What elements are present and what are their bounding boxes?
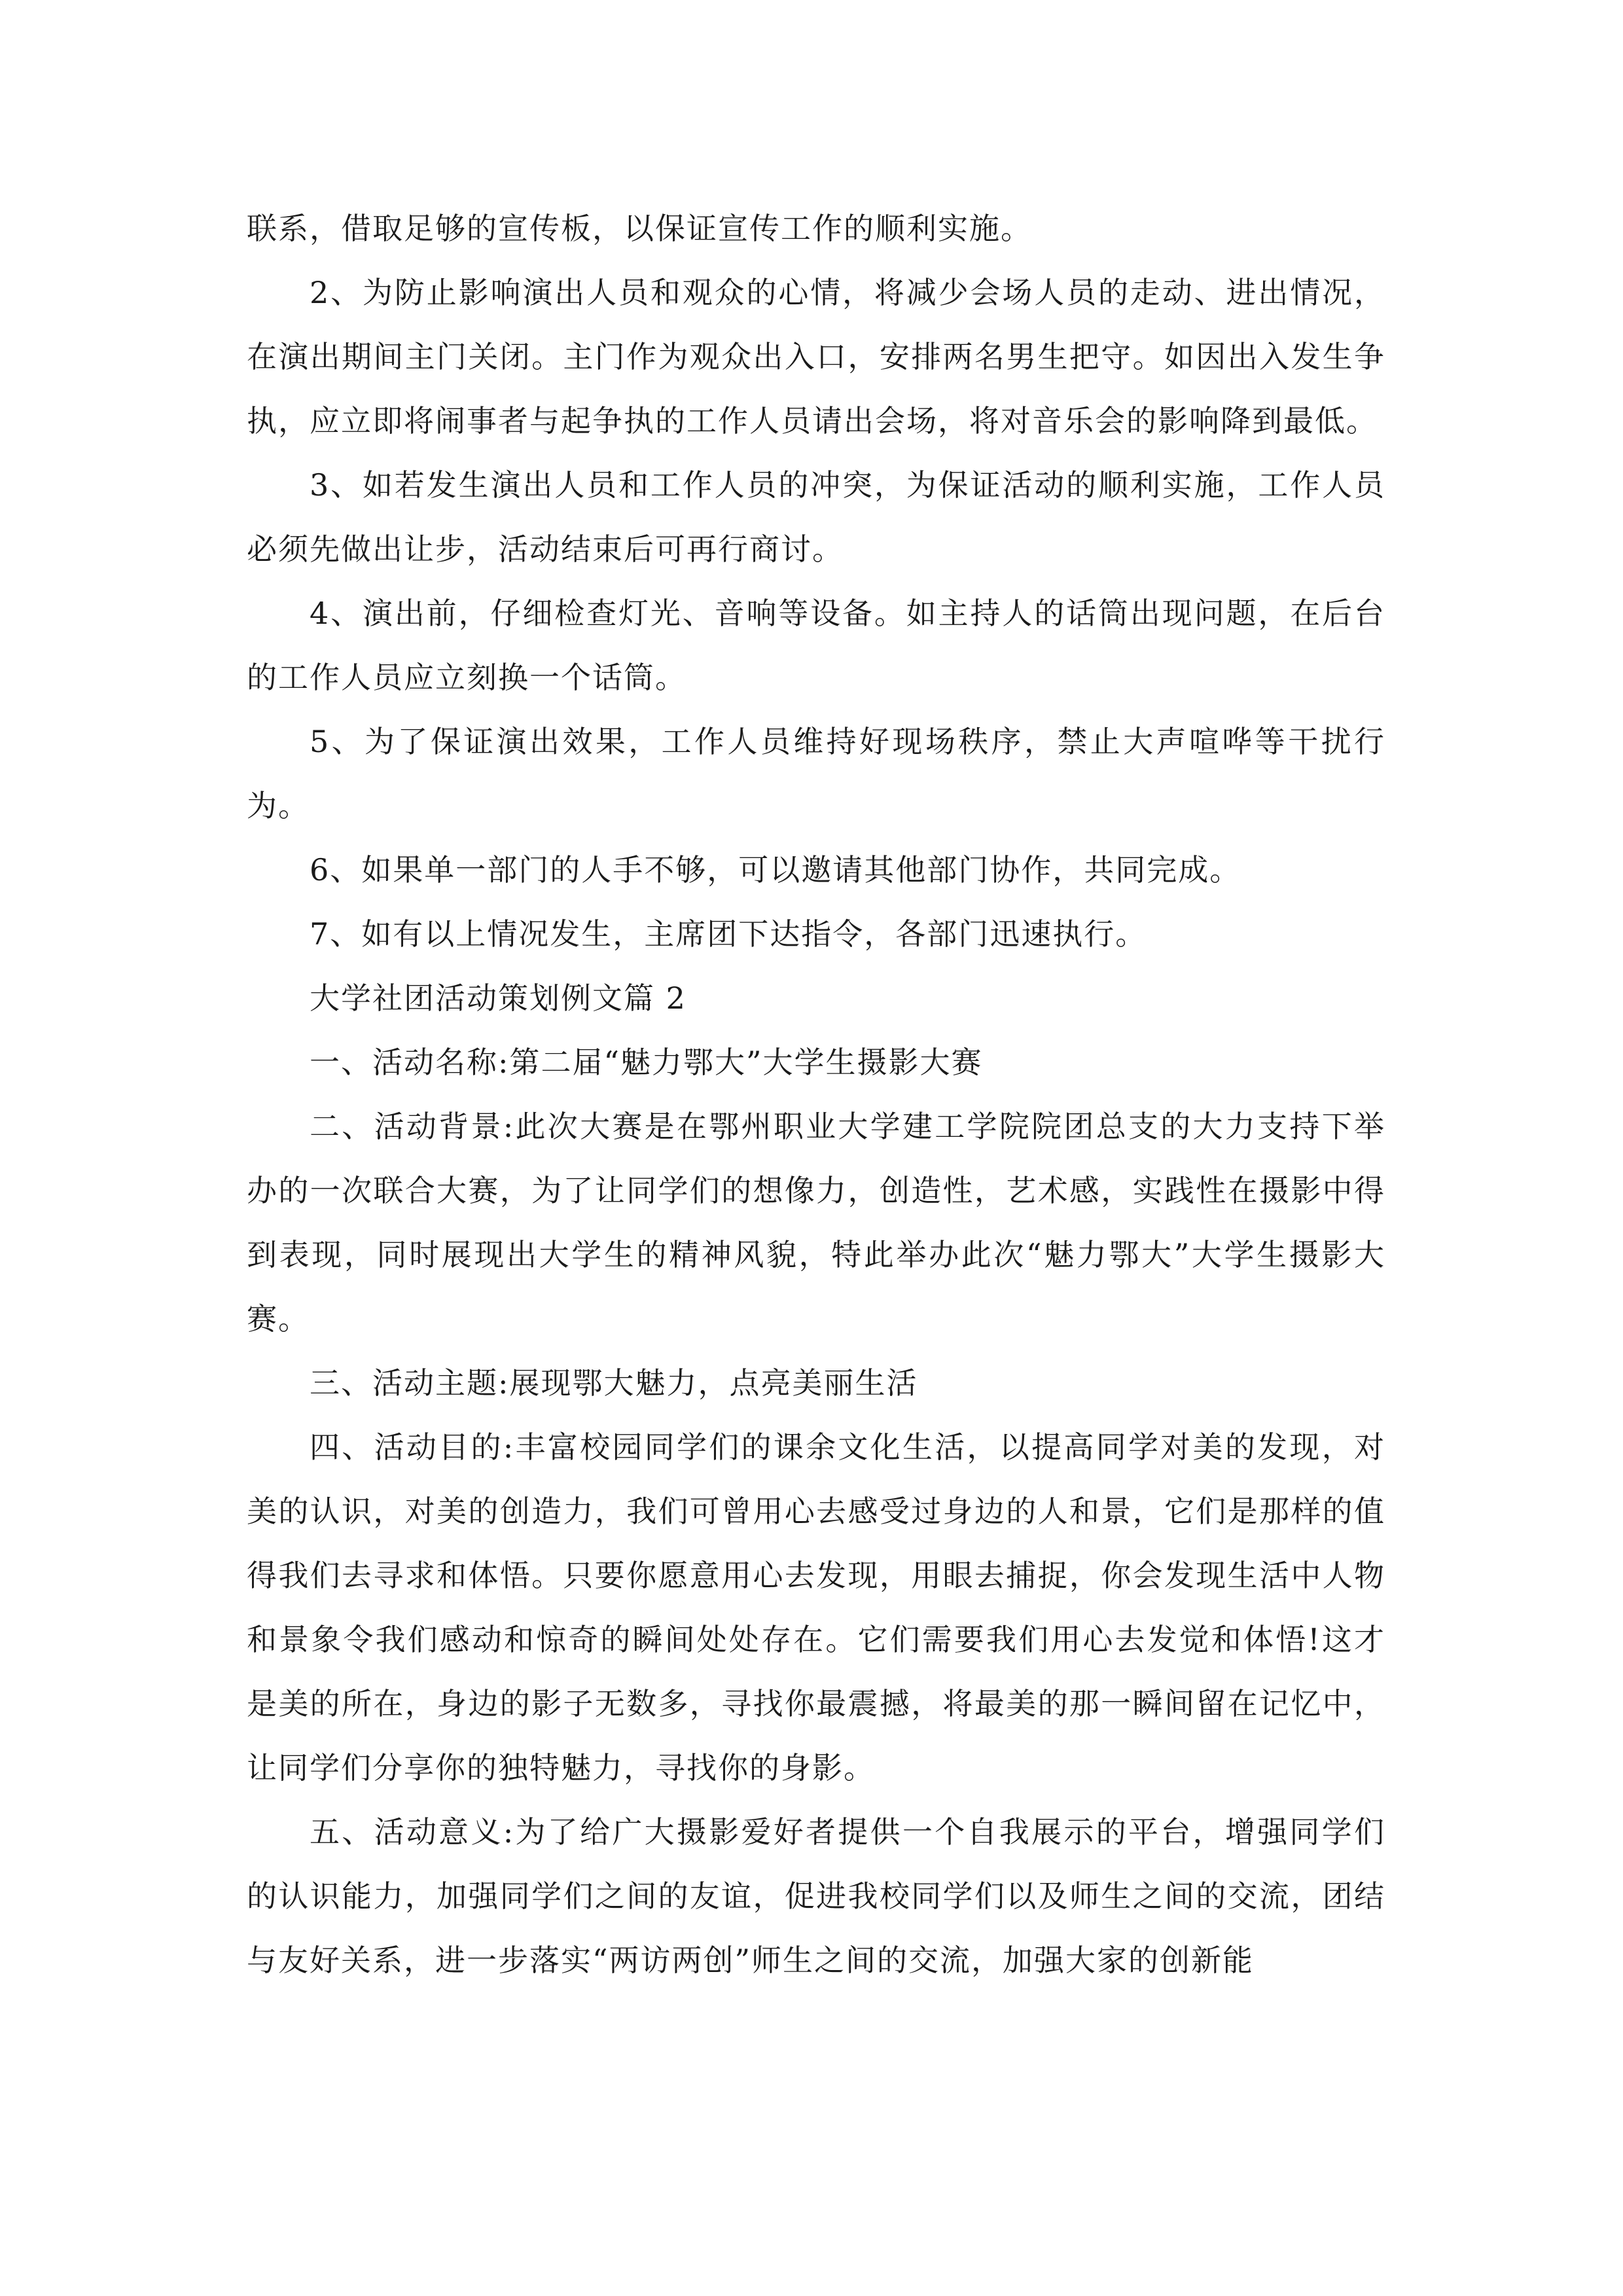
paragraph-item-6: 6、如果单一部门的人手不够，可以邀请其他部门协作，共同完成。: [310, 852, 1241, 888]
paragraph-item-5: 5、为了保证演出效果，工作人员维持好现场秩序，禁止大声喧哗等干扰行为。: [247, 724, 1385, 823]
paragraph-continuation: 联系，借取足够的宣传板，以保证宣传工作的顺利实施。: [247, 211, 1032, 246]
paragraph-activity-theme: 三、活动主题:展现鄂大魅力，点亮美丽生活: [310, 1365, 918, 1401]
paragraph-item-4: 4、演出前，仔细检查灯光、音响等设备。如主持人的话筒出现问题，在后台的工作人员应立刻换一个话筒。: [247, 596, 1385, 695]
paragraph-activity-purpose: 四、活动目的:丰富校园同学们的课余文化生活，以提高同学对美的发现，对美的认识，对美的创造力，我们可曾用心去感受过身边的人和景，它们是那样的值得我们去寻求和体悟。只要你愿意用心去发现，用眼去捕捉，你会发现生活中人物和景象令我们感动和惊奇的瞬间处处存在。它们需要我们用心去发觉和体悟!这才是美的所在，身边的影子无数多，寻找你最震撼，将最美的那一瞬间留在记忆中，让同学们分享你的独特魅力，寻找你的身影。: [247, 1429, 1385, 1785]
paragraph-activity-background: 二、活动背景:此次大赛是在鄂州职业大学建工学院院团总支的大力支持下举办的一次联合大赛，为了让同学们的想像力，创造性，艺术感，实践性在摄影中得到表现，同时展现出大学生的精神风貌，特此举办此次“魅力鄂大”大学生摄影大赛。: [247, 1109, 1385, 1336]
section-heading: 大学社团活动策划例文篇 2: [310, 980, 687, 1016]
paragraph-item-7: 7、如有以上情况发生，主席团下达指令，各部门迅速执行。: [310, 916, 1147, 952]
paragraph-activity-significance: 五、活动意义:为了给广大摄影爱好者提供一个自我展示的平台，增强同学们的认识能力，加强同学们之间的友谊，促进我校同学们以及师生之间的交流，团结与友好关系，进一步落实“两访两创”师生之间的交流，加强大家的创新能: [247, 1814, 1385, 1978]
paragraph-item-3: 3、如若发生演出人员和工作人员的冲突，为保证活动的顺利实施，工作人员必须先做出让步，活动结束后可再行商讨。: [247, 467, 1385, 567]
paragraph-item-2: 2、为防止影响演出人员和观众的心情，将减少会场人员的走动、进出情况，在演出期间主门关闭。主门作为观众出入口，安排两名男生把守。如因出入发生争执，应立即将闹事者与起争执的工作人员请出会场，将对音乐会的影响降到最低。: [247, 275, 1385, 439]
paragraph-activity-name: 一、活动名称:第二届“魅力鄂大”大学生摄影大赛: [310, 1045, 983, 1080]
document-body: [247, 196, 1385, 1992]
